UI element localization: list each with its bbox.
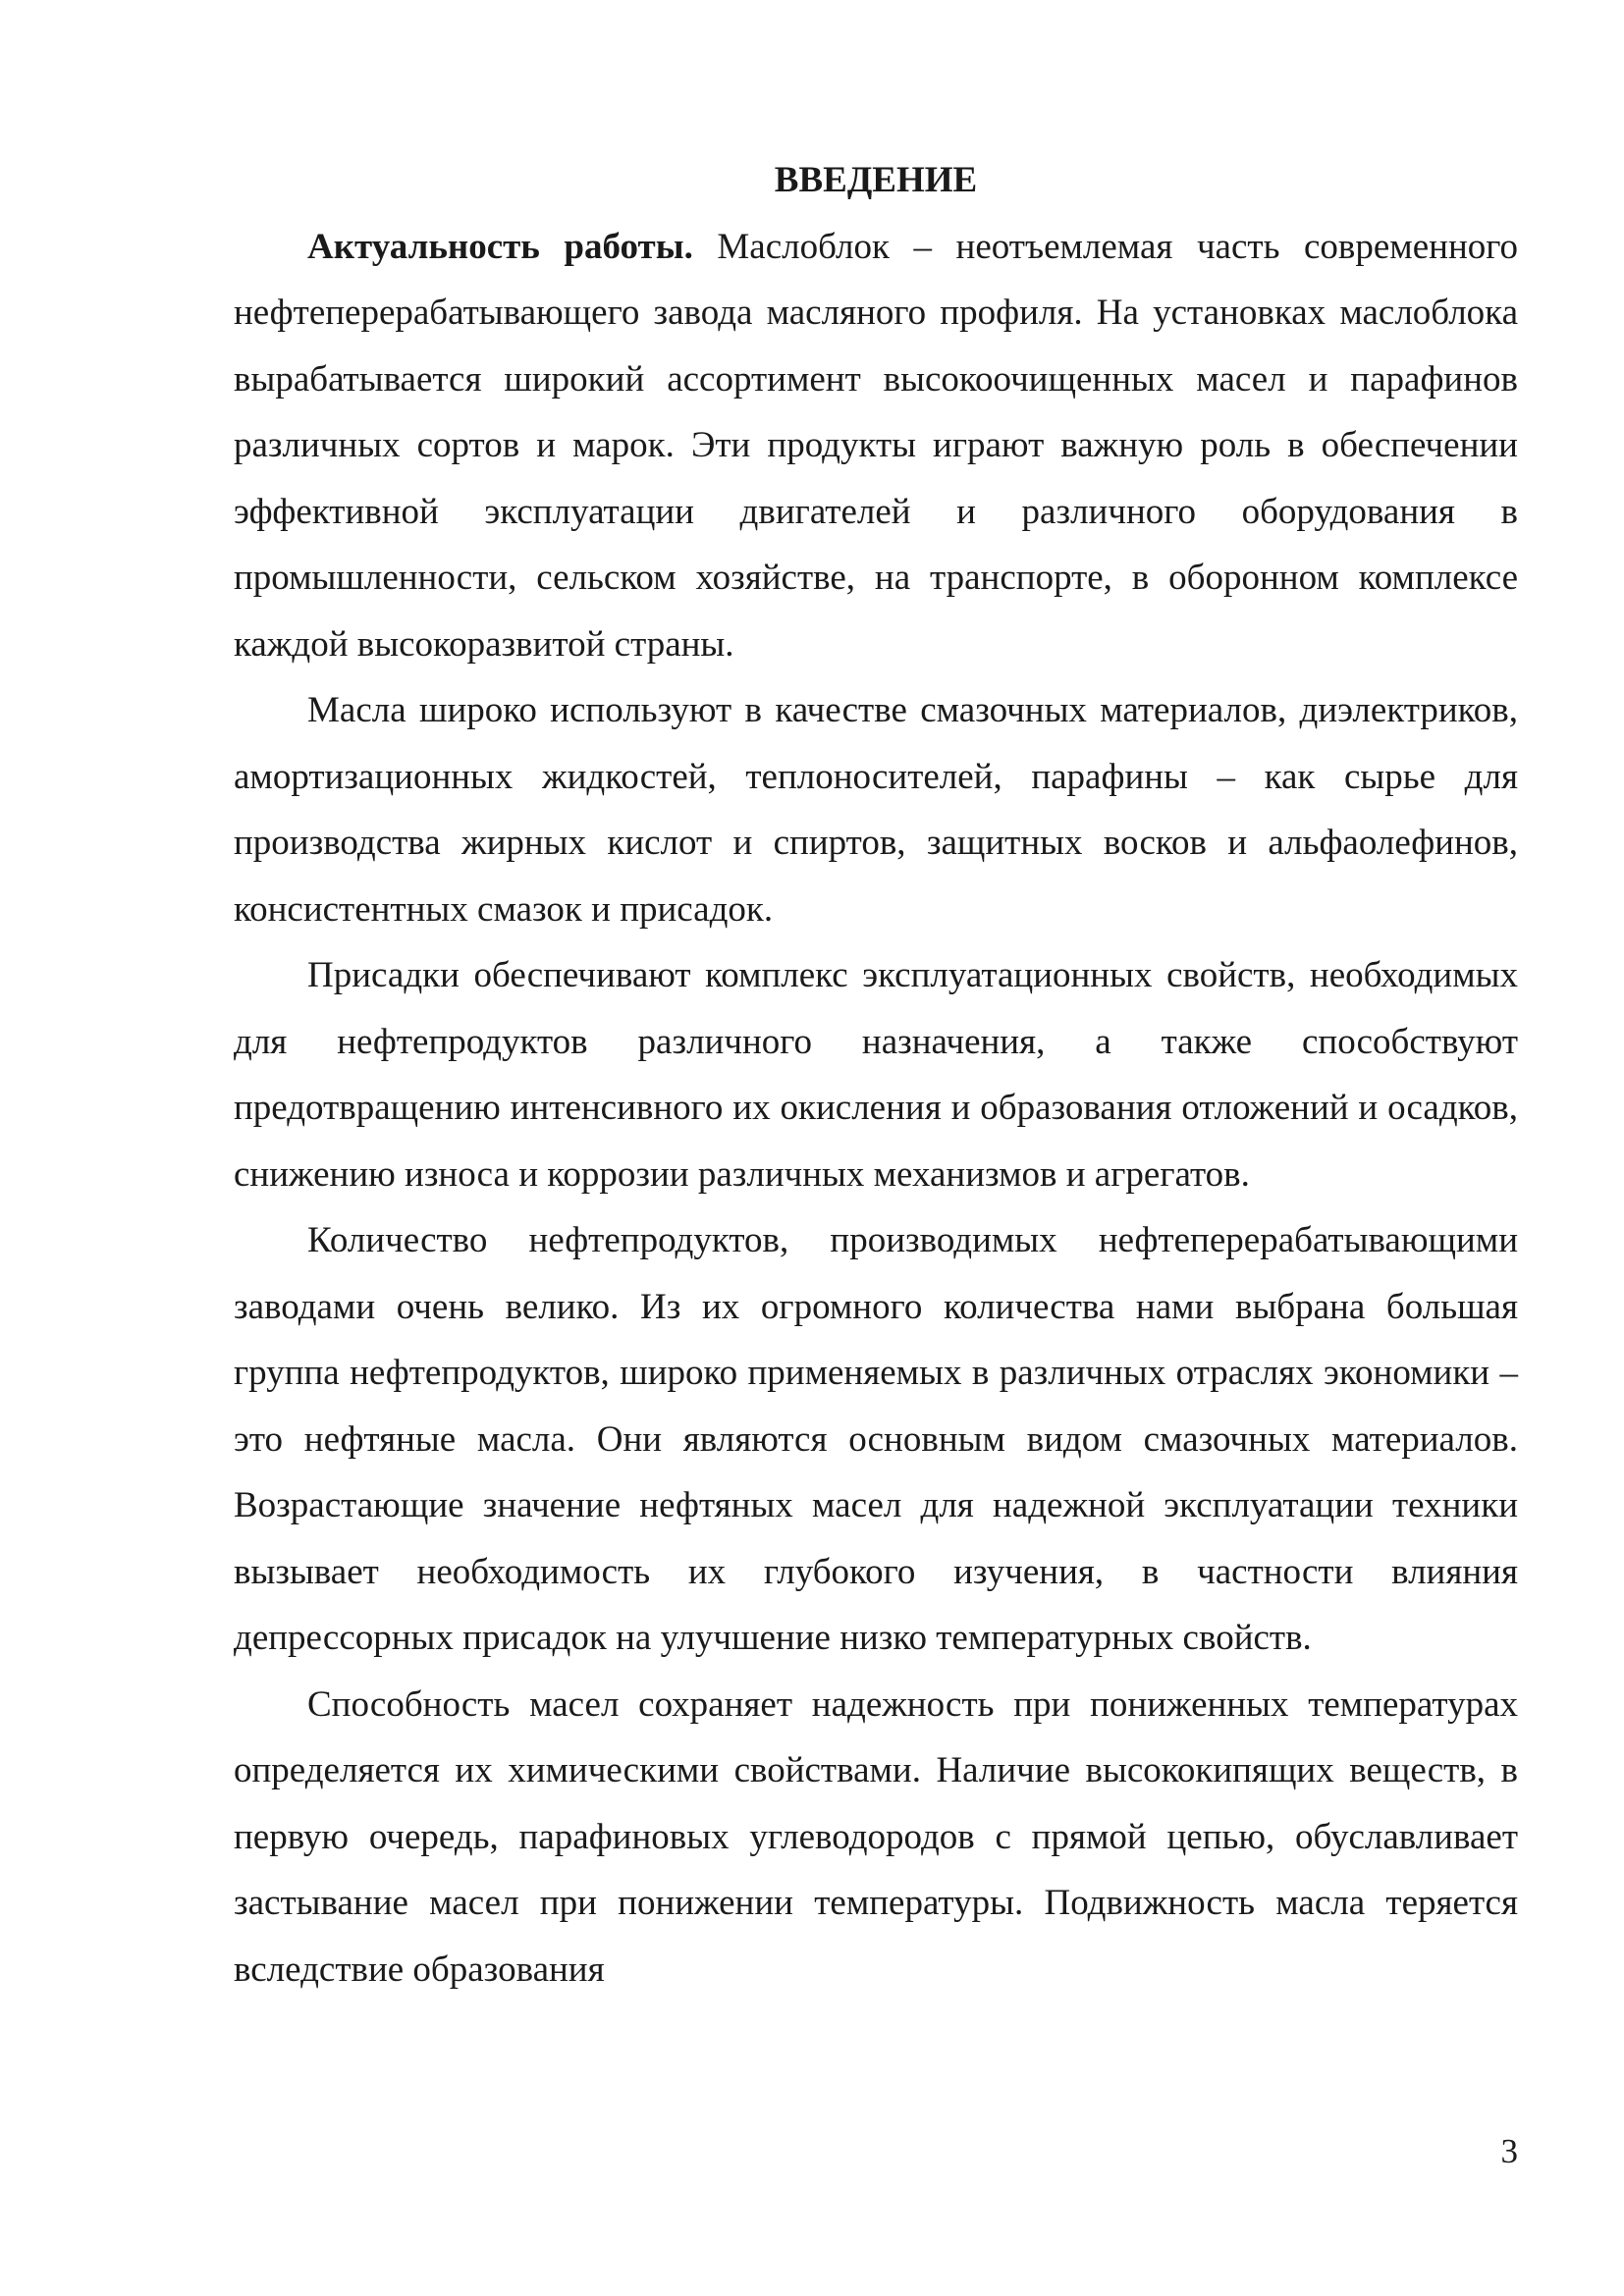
paragraph-text: Маслоблок – неотъемлемая часть современного нефтеперерабатывающего завода масляного профиля. На установках маслоблока вырабатывается широкий ассортимент высокоочищенных масел и парафинов различных сортов и марок. Эти продукты играют важную роль в обеспечении эффективной эксплуатации двигателей и различного оборудования в промышленности, сельском хозяйстве, на транспорте, в оборонном комплексе каждой высокоразвитой страны. bbox=[234, 226, 1518, 665]
paragraph-products: Количество нефтепродуктов, производимых нефтеперерабатывающими заводами очень велико. Из их огромного количества нами выбрана большая группа нефтепродуктов, широко применяемых в различных отраслях экономики – это нефтяные масла. Они являются основным видом смазочных материалов. Возрастающие значение нефтяных масел для надежной эксплуатации техники вызывает необходимость их глубокого изучения, в частности влияния депрессорных присадок на улучшение низко температурных свойств. bbox=[234, 1220, 1518, 1658]
paragraph-low-temperature: Способность масел сохраняет надежность при пониженных температурах определяется их химическими свойствами. Наличие высококипящих веществ, в первую очередь, парафиновых углеводородов с прямой цепью, обуславливает застывание масел при понижении температуры. Подвижность масла теряется вследствие образования bbox=[234, 1683, 1518, 1990]
paragraph-relevance bbox=[234, 214, 1518, 678]
paragraph-oils-usage: Масла широко используют в качестве смазочных материалов, диэлектриков, амортизационных жидкостей, теплоносителей, парафины – как сырье для производства жирных кислот и спиртов, защитных восков и альфаолефинов, консистентных смазок и присадок. bbox=[234, 690, 1518, 930]
document-body bbox=[234, 147, 1518, 2002]
section-heading: ВВЕДЕНИЕ bbox=[774, 160, 978, 200]
paragraph-lead: Актуальность работы. bbox=[307, 226, 693, 267]
page-number: 3 bbox=[1500, 2132, 1518, 2170]
paragraph-additives: Присадки обеспечивают комплекс эксплуатационных свойств, необходимых для нефтепродуктов различного назначения, а также способствуют предотвращению интенсивного их окисления и образования отложений и осадков, снижению износа и коррозии различных механизмов и агрегатов. bbox=[234, 955, 1518, 1195]
